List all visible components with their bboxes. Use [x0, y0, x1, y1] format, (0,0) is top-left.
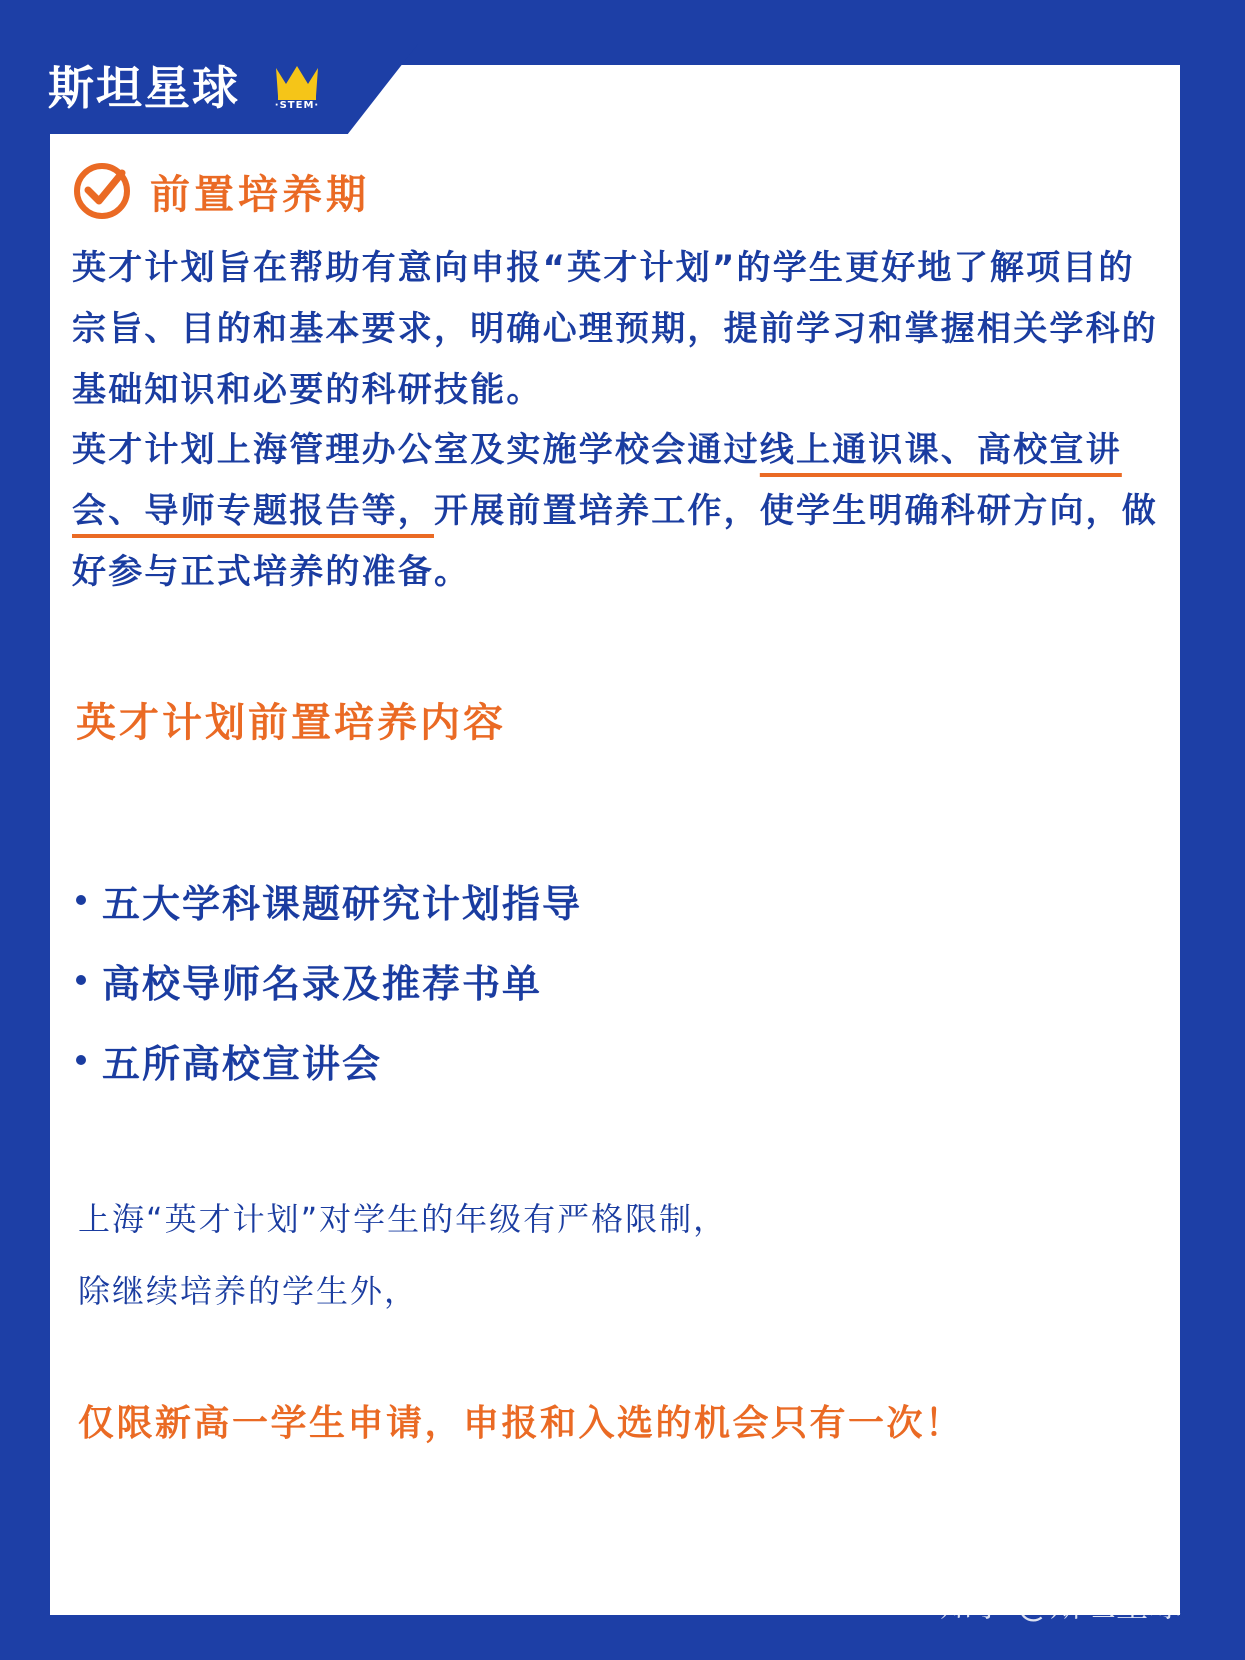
crown-icon [272, 60, 322, 120]
list-item [76, 860, 582, 940]
paragraph-2-start: 英才计划上海管理办公室及实施学校会通过 [72, 430, 760, 470]
intro-paragraph-2 [72, 420, 1162, 603]
underlined-highlight: 线上通识课、高校宣讲会、导师专题报告等， [72, 430, 1122, 531]
bullet-icon [76, 895, 86, 905]
check-circle-icon [70, 159, 134, 223]
stem-badge: ·STEM· [274, 100, 320, 111]
list-item [76, 1020, 582, 1100]
intro-paragraph-1: 英才计划旨在帮助有意向申报“英才计划”的学生更好地了解项目的宗旨、目的和基本要求，明确心理预期，提前学习和掌握相关学科的基础知识和必要的科研技能。 [72, 248, 1158, 410]
highlight-note: 仅限新高一学生申请，申报和入选的机会只有一次！ [78, 1403, 964, 1444]
content-list [76, 860, 582, 1100]
bullet-icon [76, 1055, 86, 1065]
bullet-icon [76, 975, 86, 985]
watermark: 知乎 @斯坦星球 [940, 1586, 1183, 1624]
note-line-2: 除继续培养的学生外， [78, 1272, 419, 1310]
content-heading: 英才计划前置培养内容 [76, 700, 506, 746]
list-item-label: 高校导师名录及推荐书单 [102, 961, 543, 1006]
note-line-1: 上海“英才计划”对学生的年级有严格限制， [78, 1200, 728, 1238]
list-item-label: 五所高校宣讲会 [102, 1041, 383, 1086]
paragraph-2-end: 开展前置培养工作，使学生明确科研方向，做好参与正式培养的准备。 [72, 491, 1158, 592]
section-header [70, 160, 370, 222]
list-item-label: 五大学科课题研究计划指导 [102, 881, 583, 926]
list-item [76, 940, 582, 1020]
section-title: 前置培养期 [150, 171, 370, 218]
brand-logo-text: 斯坦星球 [48, 61, 240, 115]
